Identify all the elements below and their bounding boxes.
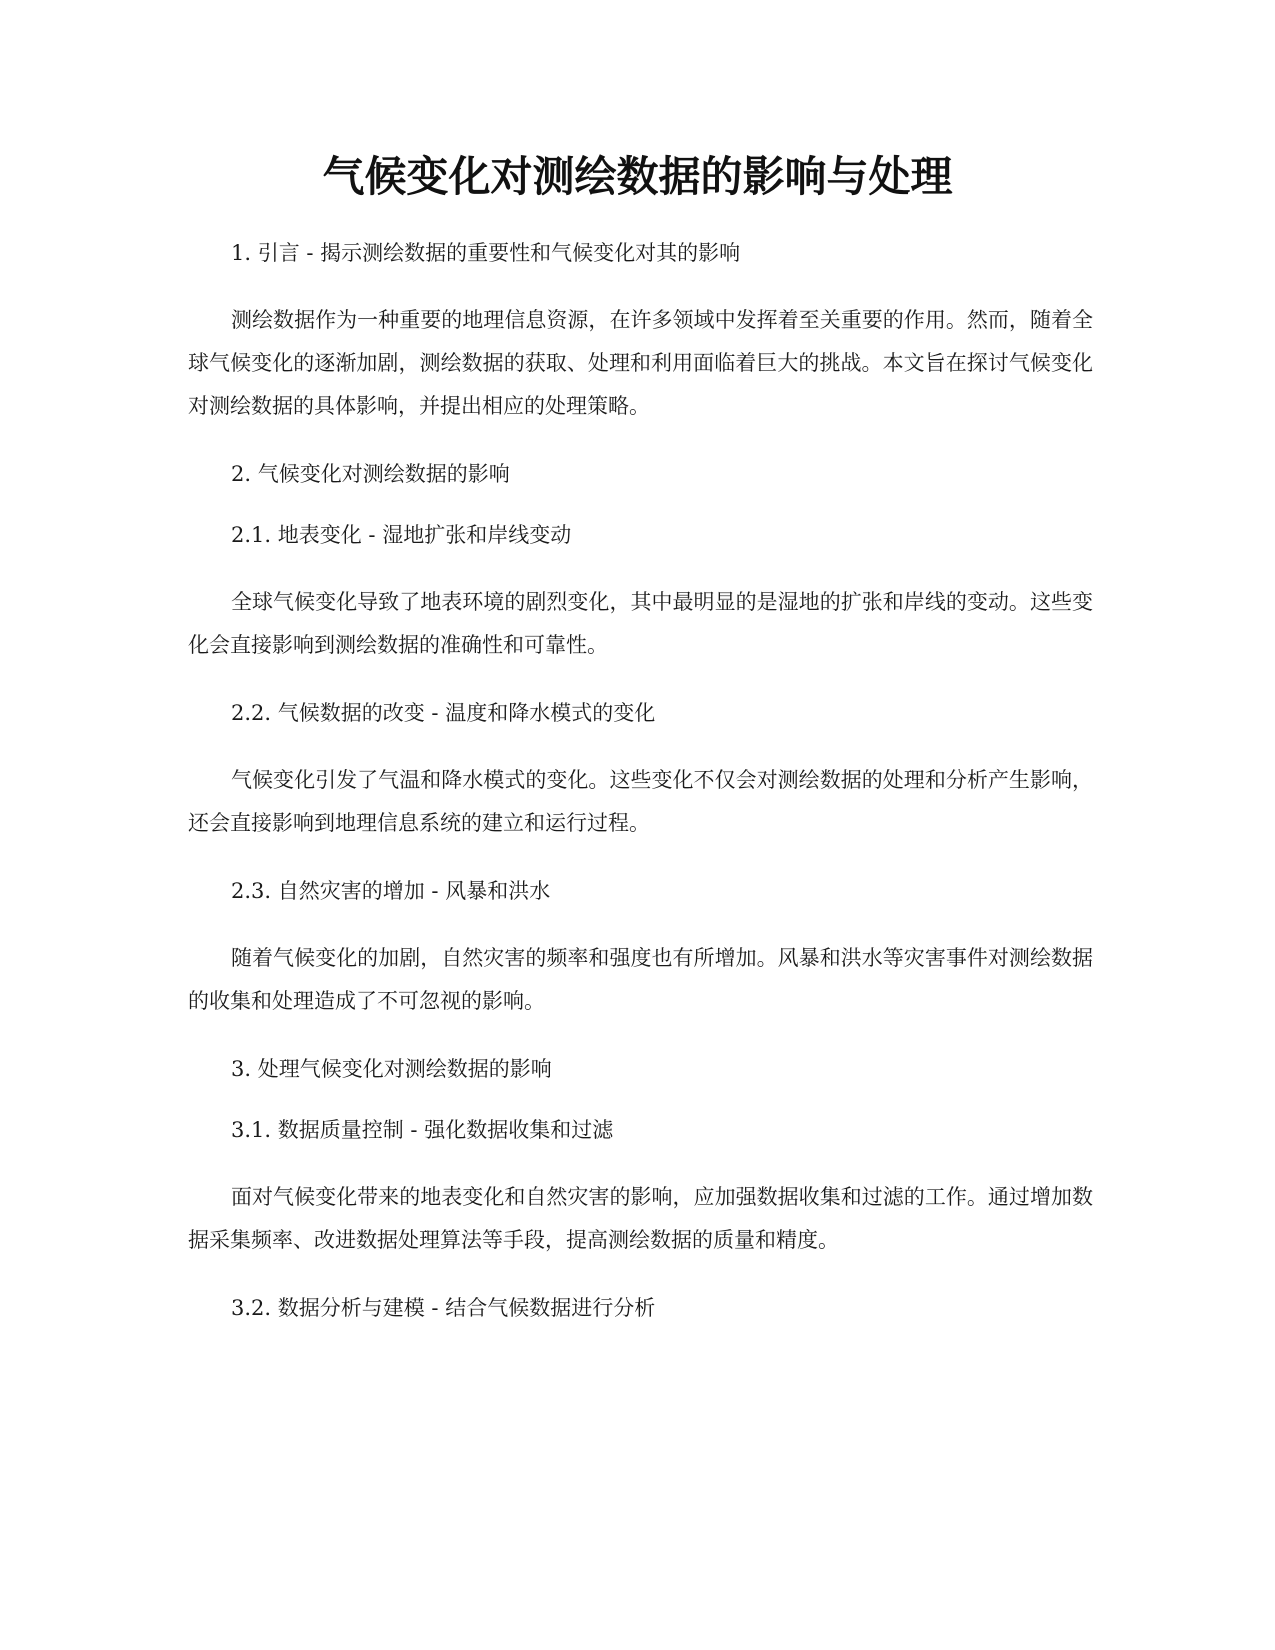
paragraph-2-2: 气候变化引发了气温和降水模式的变化。这些变化不仅会对测绘数据的处理和分析产生影响，还会直接影响到地理信息系统的建立和运行过程。 (188, 768, 1093, 835)
section-heading-2: 2. 气候变化对测绘数据的影响 (231, 462, 510, 486)
document-title: 气候变化对测绘数据的影响与处理 (322, 152, 953, 201)
section-heading-3: 3. 处理气候变化对测绘数据的影响 (231, 1057, 552, 1081)
document-body (188, 238, 1093, 1354)
paragraph-2-3: 随着气候变化的加剧，自然灾害的频率和强度也有所增加。风暴和洪水等灾害事件对测绘数据的收集和处理造成了不可忽视的影响。 (188, 946, 1093, 1013)
paragraph-intro: 测绘数据作为一种重要的地理信息资源，在许多领域中发挥着至关重要的作用。然而，随着全球气候变化的逐渐加剧，测绘数据的获取、处理和利用面临着巨大的挑战。本文旨在探讨气候变化对测绘数据的具体影响，并提出相应的处理策略。 (188, 308, 1093, 418)
section-heading-2-3: 2.3. 自然灾害的增加 - 风暴和洪水 (231, 879, 551, 903)
section-heading-2-1: 2.1. 地表变化 - 湿地扩张和岸线变动 (231, 523, 572, 547)
paragraph-3-1: 面对气候变化带来的地表变化和自然灾害的影响，应加强数据收集和过滤的工作。通过增加数据采集频率、改进数据处理算法等手段，提高测绘数据的质量和精度。 (188, 1185, 1093, 1252)
section-heading-3-1: 3.1. 数据质量控制 - 强化数据收集和过滤 (231, 1118, 614, 1142)
section-heading-2-2: 2.2. 气候数据的改变 - 温度和降水模式的变化 (231, 701, 656, 725)
paragraph-2-1: 全球气候变化导致了地表环境的剧烈变化，其中最明显的是湿地的扩张和岸线的变动。这些变化会直接影响到测绘数据的准确性和可靠性。 (188, 590, 1093, 657)
section-heading-3-2: 3.2. 数据分析与建模 - 结合气候数据进行分析 (231, 1296, 656, 1320)
section-heading-1-intro: 1. 引言 - 揭示测绘数据的重要性和气候变化对其的影响 (231, 241, 741, 265)
